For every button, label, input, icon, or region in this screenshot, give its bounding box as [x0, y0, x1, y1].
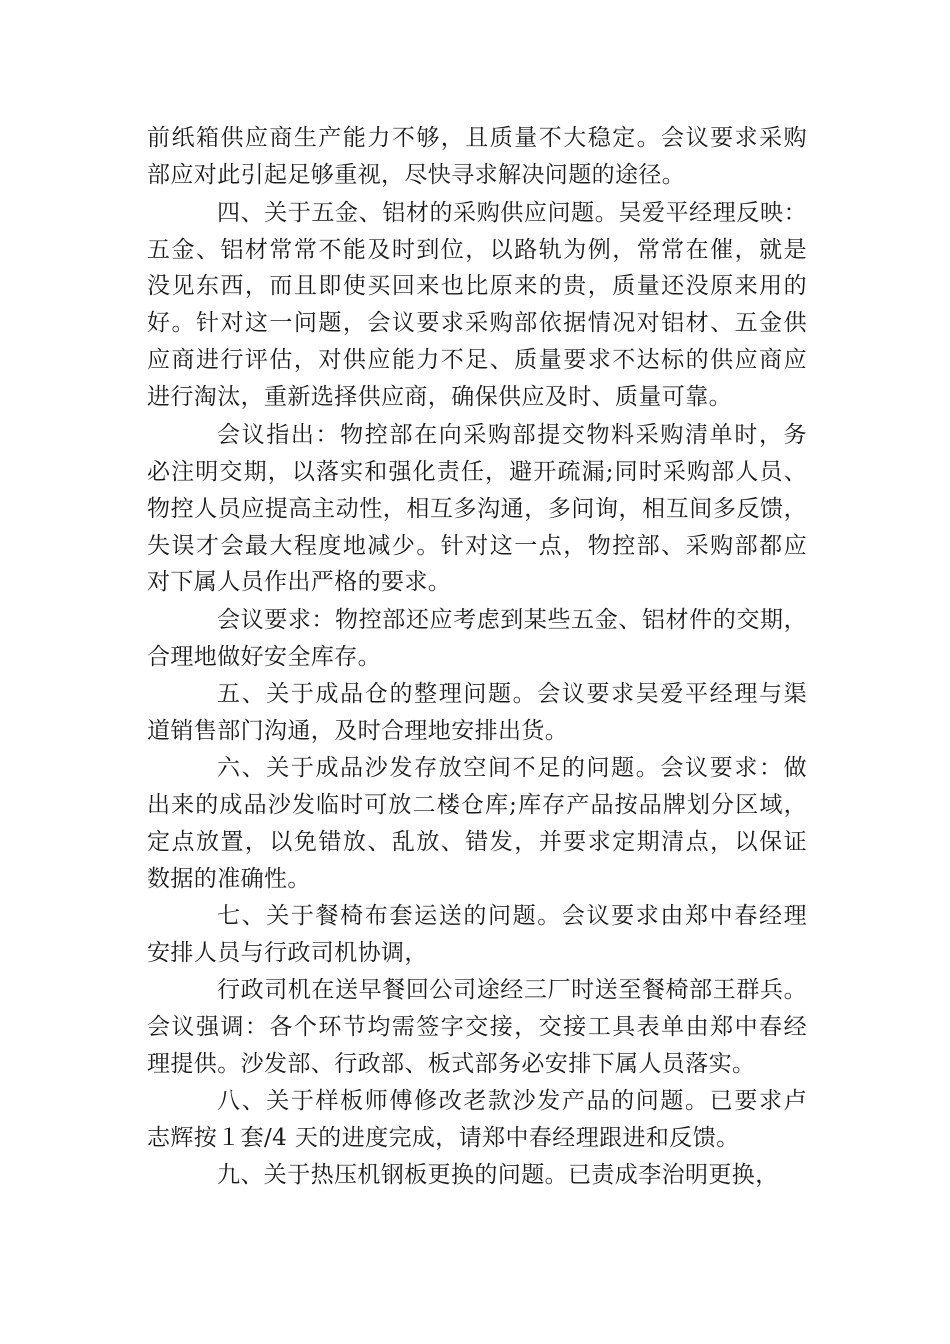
text-line: 对下属人员作出严格的要求。	[147, 569, 452, 595]
text-line: 安排人员与行政司机协调，	[147, 940, 428, 966]
text-line: 部应对此引起足够重视，尽快寻求解决问题的途径。	[147, 162, 686, 188]
text-line: 好。针对这一问题，会议要求采购部依据情况对铝材、五金供	[147, 310, 807, 336]
text-line: 失误才会最大程度地减少。针对这一点，物控部、采购部都应	[147, 533, 807, 559]
text-line: 理提供。沙发部、行政部、板式部务必安排下属人员落实。	[147, 1051, 756, 1077]
text-line: 必注明交期，以落实和强化责任，避开疏漏;同时采购部人员、	[147, 459, 807, 485]
text-line: 合理地做好安全库存。	[147, 644, 381, 670]
text-line: 行政司机在送早餐回公司途经三厂时送至餐椅部王群兵。	[217, 977, 807, 1003]
text-line: 六、关于成品沙发存放空间不足的问题。会议要求：做	[217, 755, 807, 781]
text-line: 五、关于成品仓的整理问题。会议要求吴爱平经理与渠	[217, 681, 807, 707]
text-line: 定点放置，以免错放、乱放、错发，并要求定期清点，以保证	[147, 829, 807, 855]
text-line: 八、关于样板师傅修改老款沙发产品的问题。已要求卢	[217, 1088, 807, 1114]
text-line: 道销售部门沟通，及时合理地安排出货。	[147, 718, 569, 744]
text-line: 会议要求：物控部还应考虑到某些五金、铝材件的交期，	[217, 607, 807, 633]
text-line: 物控人员应提高主动性，相互多沟通，多问询，相互间多反馈，	[147, 496, 807, 522]
text-line: 出来的成品沙发临时可放二楼仓库;库存产品按品牌划分区域，	[147, 792, 807, 818]
text-line: 会议强调：各个环节均需签字交接，交接工具表单由郑中春经	[147, 1014, 807, 1040]
text-line: 应商进行评估，对供应能力不足、质量要求不达标的供应商应	[147, 347, 807, 373]
text-line: 没见东西，而且即使买回来也比原来的贵，质量还没原来用的	[147, 273, 807, 299]
text-line: 七、关于餐椅布套运送的问题。会议要求由郑中春经理	[217, 903, 807, 929]
text-line: 九、关于热压机钢板更换的问题。已责成李治明更换，	[217, 1162, 779, 1188]
text-line: 前纸箱供应商生产能力不够，且质量不大稳定。会议要求采购	[147, 125, 807, 151]
text-line: 数据的准确性。	[147, 866, 311, 892]
text-line: 进行淘汰，重新选择供应商，确保供应及时、质量可靠。	[147, 384, 732, 410]
text-line: 会议指出：物控部在向采购部提交物料采购清单时，务	[217, 422, 807, 448]
text-line: 五金、铝材常常不能及时到位，以路轨为例，常常在催，就是	[147, 237, 807, 263]
text-line: 四、关于五金、铝材的采购供应问题。吴爱平经理反映：	[217, 200, 807, 226]
text-line: 志辉按１套/4 天的进度完成，请郑中春经理跟进和反馈。	[147, 1125, 740, 1151]
